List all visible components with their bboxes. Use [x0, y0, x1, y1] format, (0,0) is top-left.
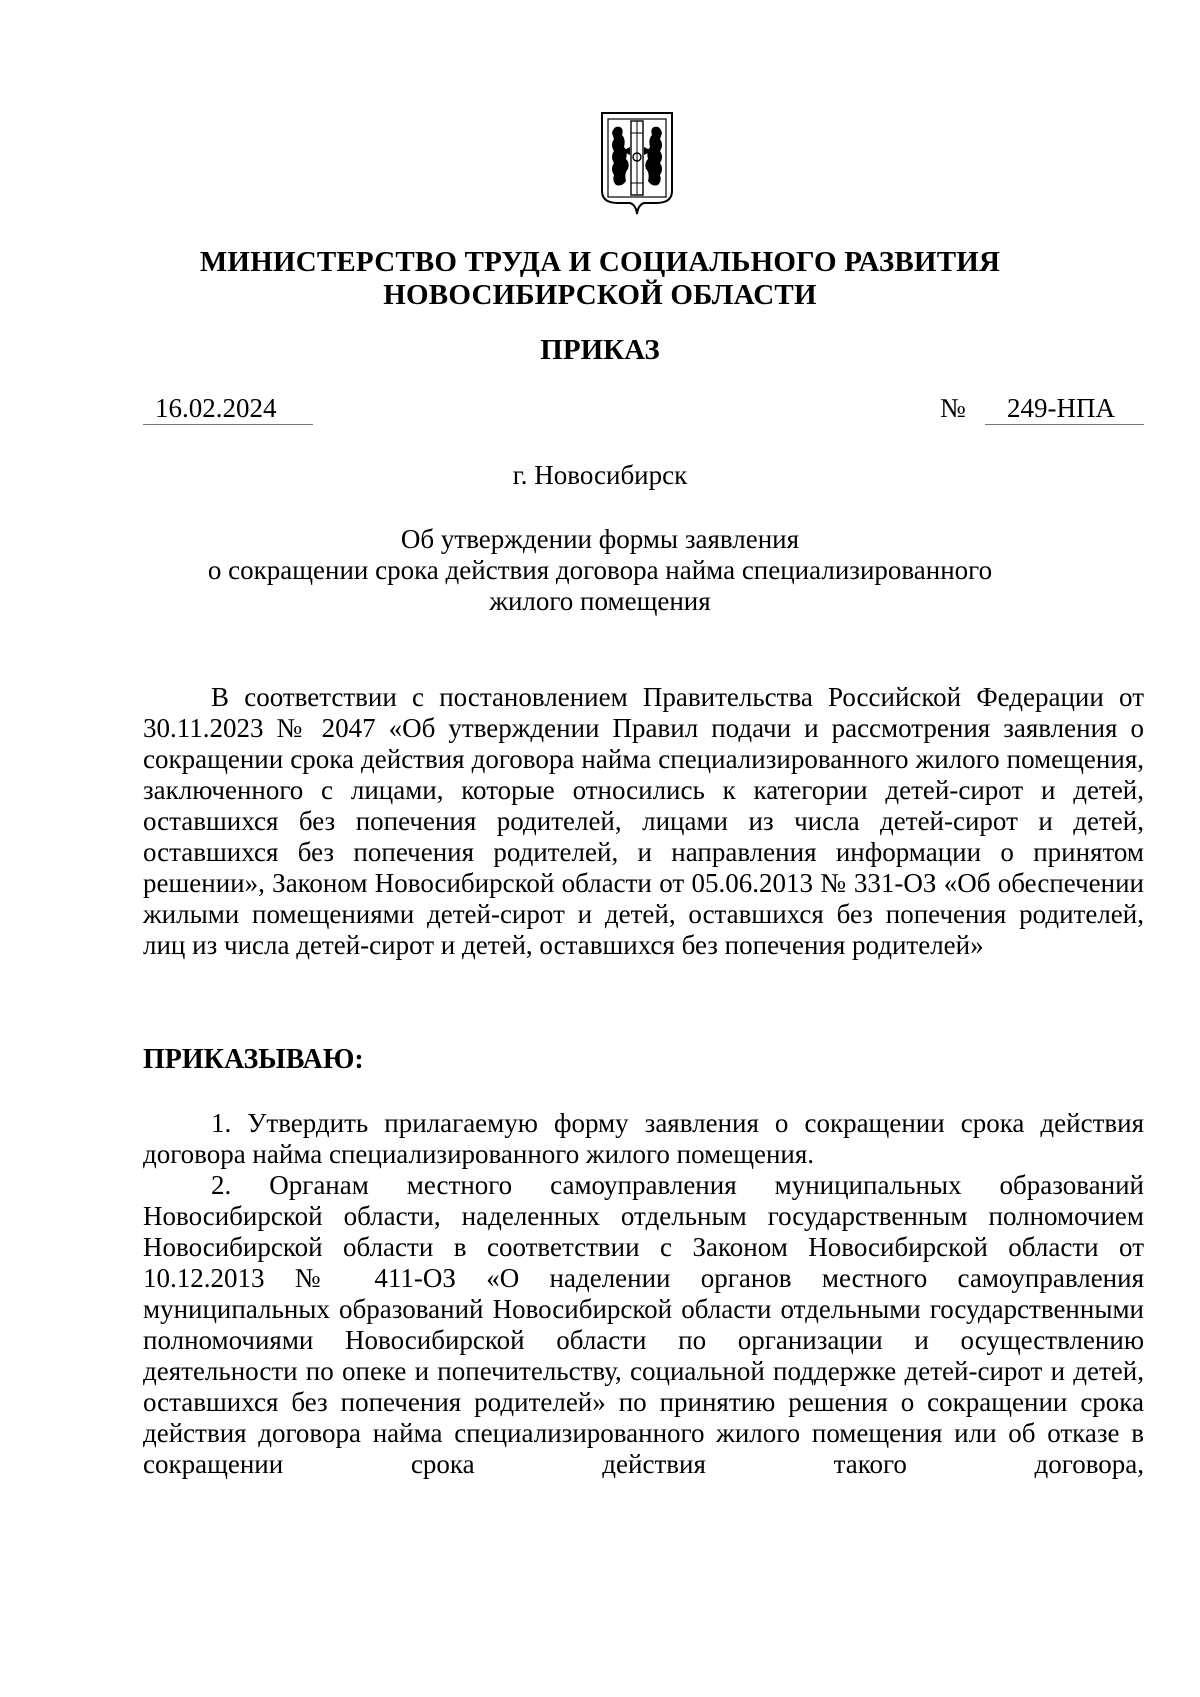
date-field [143, 392, 313, 425]
city-line: г. Новосибирск [512, 460, 688, 490]
number-label: № [940, 393, 966, 423]
coat-of-arms-icon [600, 111, 674, 216]
document-date: 16.02.2024 [155, 393, 277, 423]
number-field [985, 392, 1144, 425]
order-item-2: 2. Органам местного самоуправления муниципальных образований Новосибирской области, наделенных отдельным государственным полномочием Новосибирской области в соответствии с Законом Новосибирской области от 10.12.2013 № 411-ОЗ «О наделении органов местного самоуправления муниципальных образований Новосибирской области отдельными государственными полномочиями Новосибирской области по организации и осуществлению деятельности по опеке и попечительству, социальной поддержке детей-сирот и детей, оставшихся без попечения родителей» по принятию решения о сокращении срока действия договора найма специализированного жилого помещения или об отказе в сокращении срока действия такого договора, [143, 1170, 1144, 1479]
ministry-name-line-1: МИНИСТЕРСТВО ТРУДА И СОЦИАЛЬНОГО РАЗВИТИЯ [199, 246, 1001, 278]
subject-line-1: Об утверждении формы заявления [400, 524, 800, 554]
order-item-1: 1. Утвердить прилагаемую форму заявления о сокращении срока действия договора найма специализированного жилого помещения. [143, 1108, 1144, 1169]
subject-line-3: жилого помещения [489, 586, 711, 616]
document-subject [0, 524, 1200, 617]
subject-line-2: о сокращении срока действия договора найма специализированного [207, 555, 993, 585]
preamble-paragraph: В соответствии с постановлением Правительства Российской Федерации от 30.11.2023 № 2047 «Об утверждении Правил подачи и рассмотрения заявления о сокращении срока действия договора найма специализированного жилого помещения, заключенного с лицами, которые относились к категории детей-сирот и детей, оставшихся без попечения родителей, лицами из числа детей-сирот и детей, оставшихся без попечения родителей, и направления информации о принятом решении», Законом Новосибирской области от 05.06.2013 № 331-ОЗ «Об обеспечении жилыми помещениями детей-сирот и детей, оставшихся без попечения родителей, лиц из числа детей-сирот и детей, оставшихся без попечения родителей» [143, 682, 1144, 960]
document-type-title: ПРИКАЗ [540, 334, 660, 366]
ministry-name-line-2: НОВОСИБИРСКОЙ ОБЛАСТИ [383, 279, 817, 311]
order-heading: ПРИКАЗЫВАЮ: [143, 1044, 364, 1075]
document-number: 249-НПА [1007, 393, 1115, 423]
